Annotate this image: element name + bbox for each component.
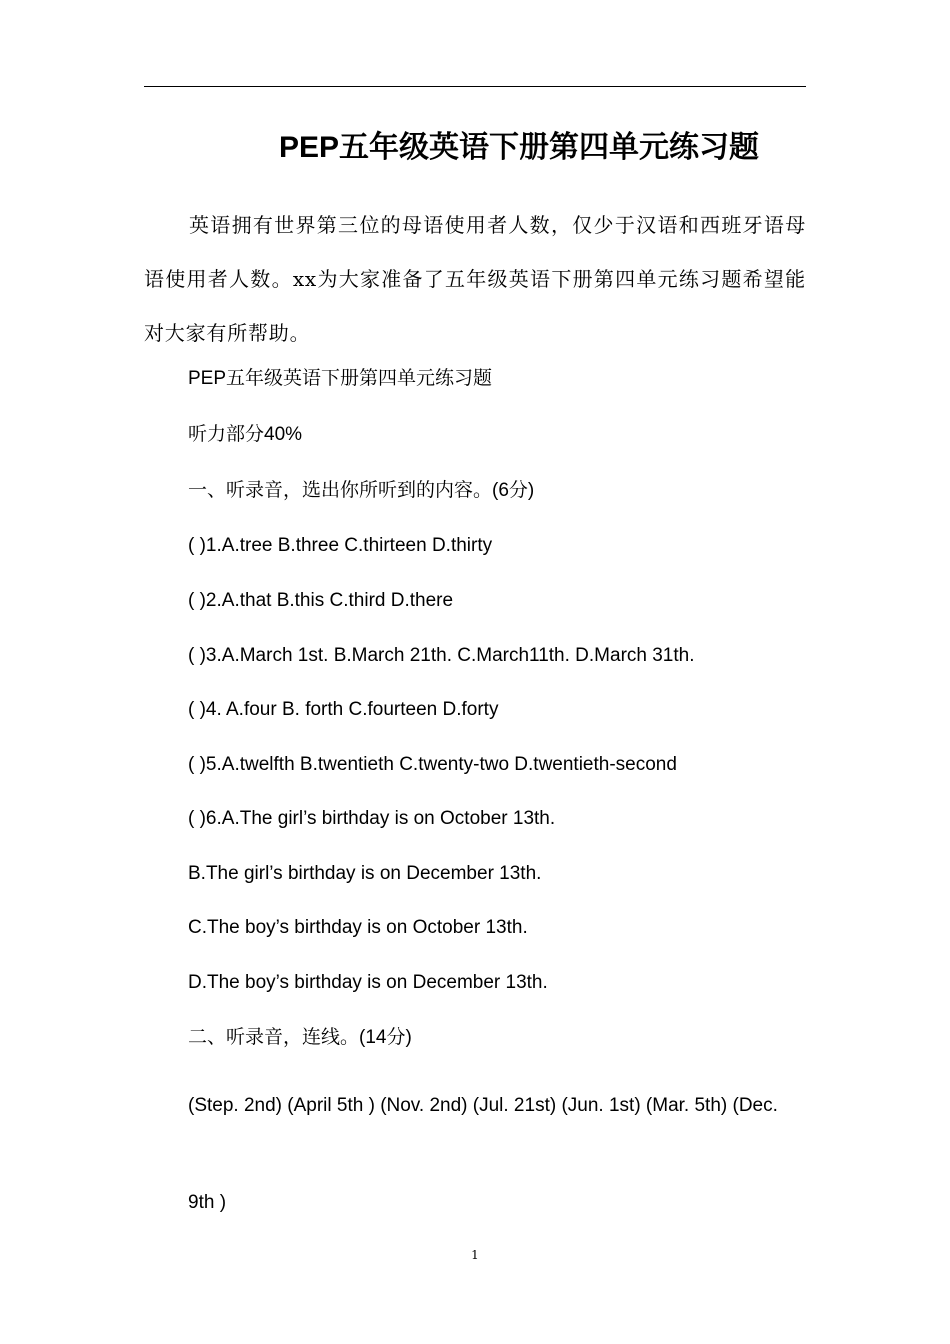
page-title: PEP五年级英语下册第四单元练习题 [278,131,760,164]
part1-heading: 一、听录音，选出你所听到的内容。(6分) [188,480,535,501]
part2-heading: 二、听录音，连线。(14分) [188,1027,412,1048]
question-5: ( )5.A.twelfth B.twentieth C.twenty-two D.twentieth-second [188,754,677,775]
question-1: ( )1.A.tree B.three C.thirteen D.thirty [188,535,493,556]
header-rule [144,86,806,87]
intro-paragraph: 英语拥有世界第三位的母语使用者人数，仅少于汉语和西班牙语母语使用者人数。xx为大家准备了五年级英语下册第四单元练习题希望能对大家有所帮助。 [144,213,806,345]
question-3: ( )3.A.March 1st. B.March 21th. C.March11th. D.March 31th. [188,645,695,666]
question-2: ( )2.A.that B.this C.third D.there [188,590,454,611]
question-6-option-c: C.The boy’s birthday is on October 13th. [188,917,528,938]
listening-section-label: 听力部分40% [188,424,303,445]
question-6-option-b: B.The girl’s birthday is on December 13th. [188,863,542,884]
dates-list: (Step. 2nd) (April 5th ) (Nov. 2nd) (Jul. 21st) (Jun. 1st) (Mar. 5th) (Dec. [188,1095,778,1116]
subtitle-line: PEP五年级英语下册第四单元练习题 [188,368,493,389]
question-6-option-d: D.The boy’s birthday is on December 13th. [188,972,548,993]
question-4: ( )4. A.four B. forth C.fourteen D.forty [188,699,499,720]
question-6: ( )6.A.The girl’s birthday is on October 13th. [188,808,556,829]
dates-list-continuation: 9th ) [188,1192,227,1213]
page-number: 1 [471,1248,479,1262]
